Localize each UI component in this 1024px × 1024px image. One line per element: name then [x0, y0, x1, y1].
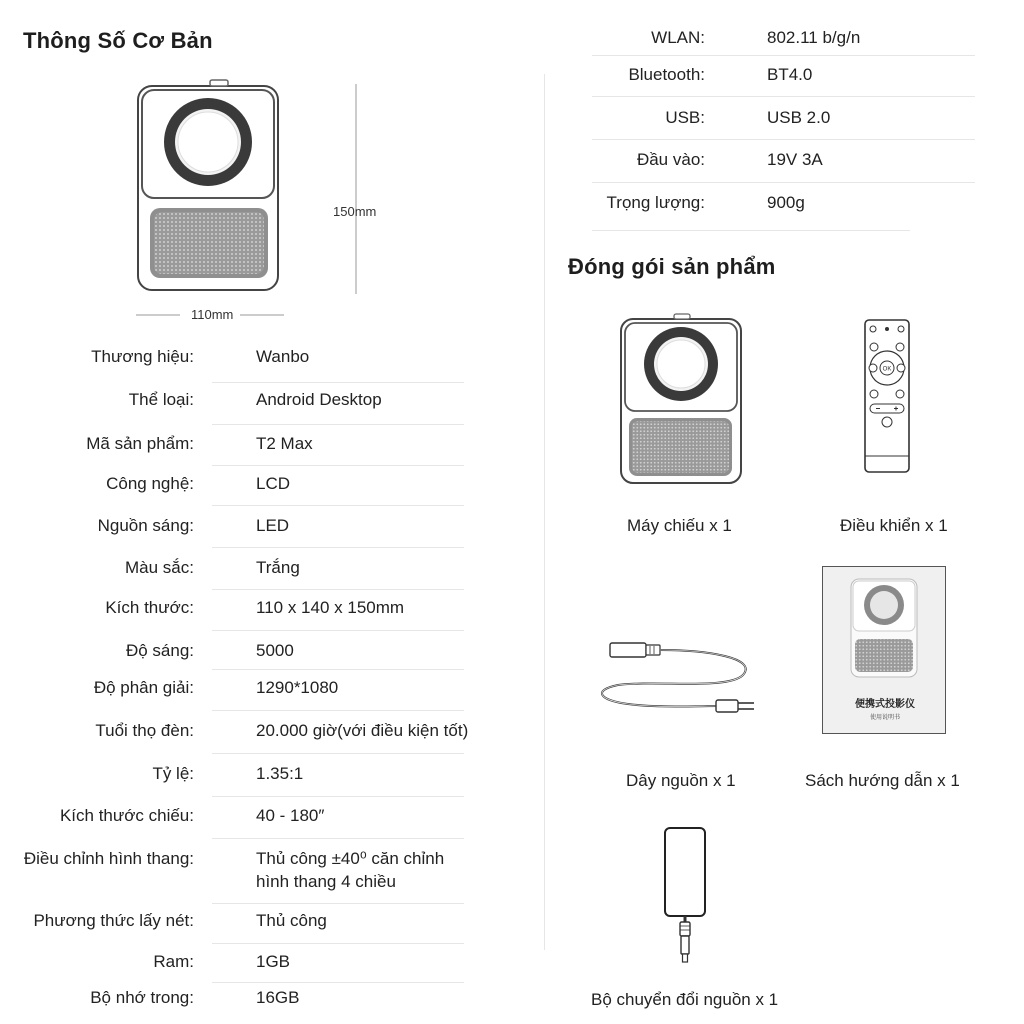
package-caption-power-cable: Dây nguồn x 1: [626, 771, 736, 790]
spec-value-storage: 16GB: [256, 988, 300, 1007]
spec-value-dimensions: 110 x 140 x 150mm: [256, 598, 405, 617]
spec-value-brightness: 5000: [256, 641, 294, 660]
spec-label-dimensions: Kích thước:: [105, 598, 194, 617]
spec-label-input: Đầu vào:: [636, 150, 705, 169]
power-cable-icon: [598, 640, 768, 720]
width-dimension-label: 110mm: [191, 307, 234, 322]
column-divider: [544, 74, 545, 950]
spec-label-bluetooth: Bluetooth:: [628, 65, 705, 84]
spec-value-color: Trắng: [256, 558, 300, 577]
spec-value-category: Android Desktop: [256, 390, 382, 409]
projector-icon: [618, 314, 748, 486]
spec-label-keystone: Điều chỉnh hình thang:: [23, 849, 194, 868]
spec-value-keystone-line2: hình thang 4 chiều: [256, 872, 396, 891]
spec-label-brand: Thương hiệu:: [91, 347, 194, 366]
spec-value-wlan: 802.11 b/g/n: [767, 28, 861, 47]
spec-label-focus: Phương thức lấy nét:: [33, 911, 194, 930]
spec-label-ram: Ram:: [153, 952, 194, 971]
spec-value-lamp-life: 20.000 giờ(với điều kiện tốt): [256, 721, 469, 740]
spec-label-model: Mã sản phẩm:: [86, 434, 194, 453]
spec-label-lamp-life: Tuổi thọ đèn:: [95, 721, 194, 740]
package-caption-projector: Máy chiếu x 1: [627, 516, 732, 535]
manual-cover-subtitle: 使用说明书: [869, 714, 900, 721]
spec-label-technology: Công nghệ:: [106, 474, 194, 493]
spec-label-color: Màu sắc:: [125, 558, 194, 577]
spec-label-resolution: Độ phân giải:: [93, 678, 194, 697]
spec-value-weight: 900g: [767, 193, 805, 212]
package-caption-manual: Sách hướng dẫn x 1: [805, 771, 960, 790]
spec-value-usb: USB 2.0: [767, 108, 831, 127]
spec-value-light-source: LED: [256, 516, 290, 535]
spec-label-projection-size: Kích thước chiếu:: [59, 806, 194, 825]
spec-value-keystone: Thủ công ±40⁰ căn chỉnh: [256, 849, 445, 868]
package-caption-power-adapter: Bộ chuyển đổi nguồn x 1: [591, 990, 779, 1009]
spec-label-storage: Bộ nhớ trong:: [90, 988, 194, 1007]
spec-value-ram: 1GB: [256, 952, 291, 971]
basic-specs-title: Thông Số Cơ Bản: [23, 28, 213, 53]
spec-label-brightness: Độ sáng:: [125, 641, 194, 660]
spec-value-technology: LCD: [256, 474, 291, 493]
spec-label-wlan: WLAN:: [651, 28, 705, 47]
spec-value-bluetooth: BT4.0: [767, 65, 813, 84]
spec-label-category: Thể loại:: [128, 390, 194, 409]
manual-book-icon: [822, 566, 946, 734]
spec-value-resolution: 1290*1080: [256, 678, 339, 697]
package-caption-remote: Điều khiển x 1: [840, 516, 948, 535]
power-adapter-icon: [660, 826, 710, 966]
spec-value-brand: Wanbo: [256, 347, 310, 366]
spec-value-ratio: 1.35:1: [256, 764, 304, 783]
package-title: Đóng gói sản phẩm: [568, 254, 776, 279]
height-dimension-label: 150mm: [333, 204, 377, 219]
spec-label-usb: USB:: [665, 108, 705, 127]
manual-cover-title: 便携式投影仪: [855, 699, 915, 710]
spec-label-ratio: Tỷ lệ:: [152, 764, 194, 783]
remote-control-icon: [863, 318, 913, 474]
spec-label-weight: Trọng lượng:: [606, 193, 705, 212]
spec-label-light-source: Nguồn sáng:: [97, 516, 194, 535]
spec-value-input: 19V 3A: [767, 150, 823, 169]
remote-ok-label: OK: [882, 366, 892, 373]
spec-value-projection-size: 40 - 180″: [256, 806, 325, 825]
projector-dimension-drawing: [130, 80, 390, 310]
spec-value-model: T2 Max: [256, 434, 313, 453]
spec-value-focus: Thủ công: [256, 911, 327, 930]
